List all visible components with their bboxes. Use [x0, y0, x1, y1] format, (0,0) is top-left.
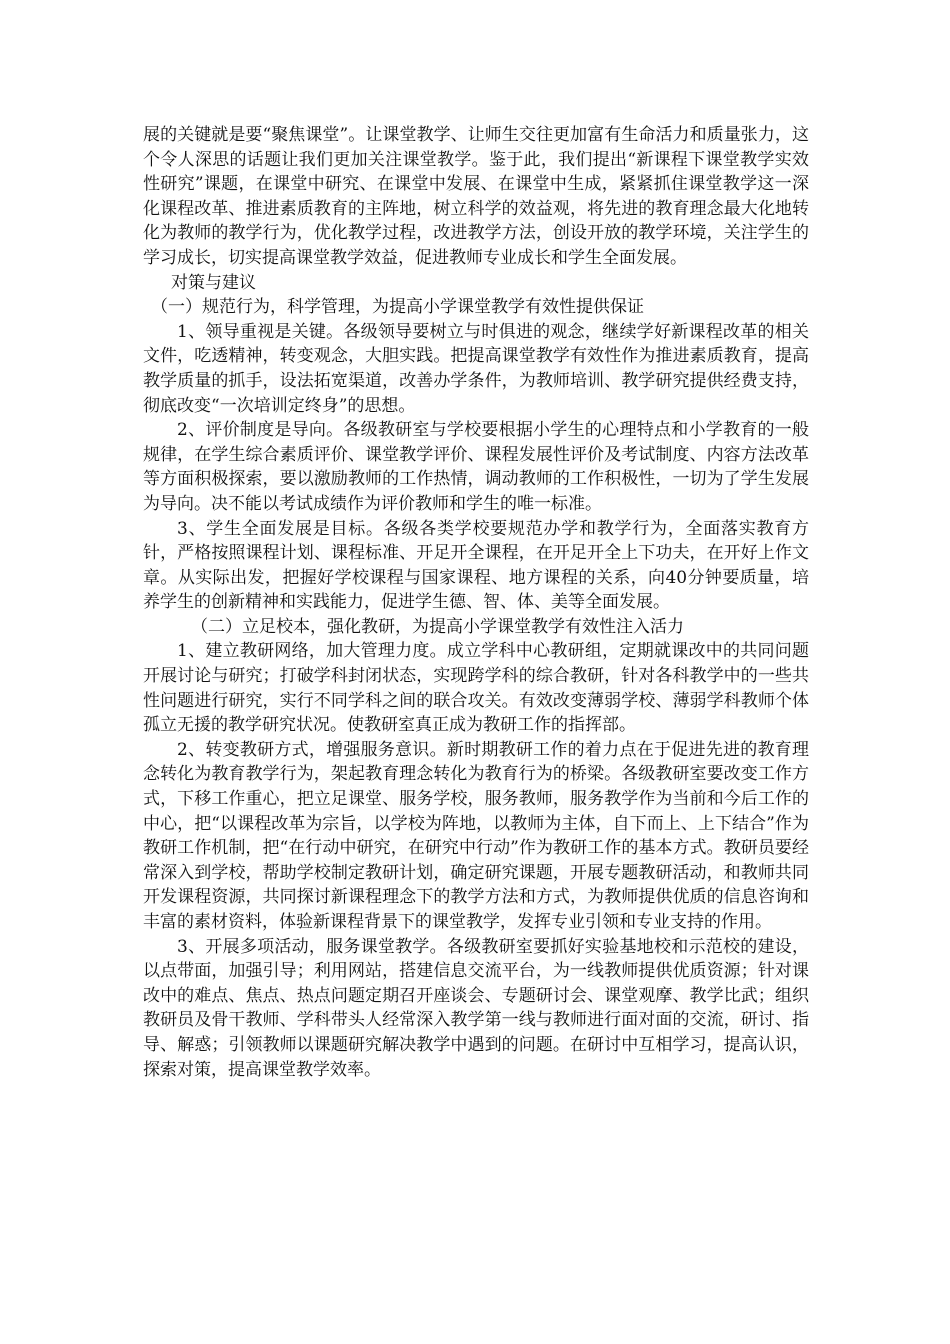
- paragraph-research-method: 2、转变教研方式，增强服务意识。新时期教研工作的着力点在于促进先进的教育理念转化为教育教学行为，架起教育理念转化为教育行为的桥梁。各级教研室要改变工作方式，下移工作重心，把立足课堂、服务学校，服务教师，服务教学作为当前和今后工作的中心，把“以课程改革为宗旨，以学校为阵地，以教师为主体，自下而上、上下结合”作为教研工作机制，把“在行动中研究，在研究中行动”作为教研工作的基本方式。教研员要经常深入到学校，帮助学校制定教研计划，确定研究课题，开展专题教研活动，和教师共同开发课程资源，共同探讨新课程理念下的教学方法和方式，为教师提供优质的信息咨询和丰富的素材资料，体验新课程背景下的课堂教学，发挥专业引领和专业支持的作用。: [143, 739, 809, 932]
- subsection-heading-1: （一）规范行为，科学管理，为提高小学课堂教学有效性提供保证: [151, 297, 644, 318]
- document-page: [143, 123, 809, 1082]
- paragraph-leadership: 1、领导重视是关键。各级领导要树立与时俱进的观念，继续学好新课程改革的相关文件，吃透精神，转变观念，大胆实践。把提高课堂教学有效性作为推进素质教育，提高教学质量的抓手，设法拓宽渠道，改善办学条件，为教师培训、教学研究提供经费支持，彻底改变“一次培训定终身”的思想。: [143, 321, 809, 416]
- section-heading-countermeasures: 对策与建议: [171, 272, 256, 293]
- paragraph-student-development: 3、学生全面发展是目标。各级各类学校要规范办学和教学行为，全面落实教育方针，严格按照课程计划、课程标准、开足开全课程，在开足开全上下功夫，在开好上作文章。从实际出发，把握好学校课程与国家课程、地方课程的关系，向40分钟要质量，培养学生的创新精神和实践能力，促进学生德、智、体、美等全面发展。: [143, 518, 809, 613]
- paragraph-research-network: 1、建立教研网络，加大管理力度。成立学科中心教研组，定期就课改中的共同问题开展讨论与研究；打破学科封闭状态，实现跨学科的综合教研，针对各科教学中的一些共性问题进行研究，实行不同学科之间的联合攻关。有效改变薄弱学校、薄弱学科教师个体孤立无援的教学研究状况。使教研室真正成为教研工作的指挥部。: [143, 641, 809, 736]
- subsection-heading-2: （二）立足校本，强化教研，为提高小学课堂教学有效性注入活力: [191, 616, 684, 637]
- paragraph-activities: 3、开展多项活动，服务课堂教学。各级教研室要抓好实验基地校和示范校的建设，以点带面，加强引导；利用网站，搭建信息交流平台，为一线教师提供优质资源；针对课改中的难点、焦点、热点问题定期召开座谈会、专题研讨会、课堂观摩、教学比武；组织教研员及骨干教师、学科带头人经常深入教学第一线与教师进行面对面的交流，研讨、指导、解惑；引领教师以课题研究解决教学中遇到的问题。在研讨中互相学习，提高认识，探索对策，提高课堂教学效率。: [143, 936, 809, 1080]
- paragraph-intro-continuation: 展的关键就是要“聚焦课堂”。让课堂教学、让师生交往更加富有生命活力和质量张力，这个令人深思的话题让我们更加关注课堂教学。鉴于此，我们提出“新课程下课堂教学实效性研究”课题，在课堂中研究、在课堂中发展、在课堂中生成，紧紧抓住课堂教学这一深化课程改革、推进素质教育的主阵地，树立科学的效益观，将先进的教育理念最大化地转化为教师的教学行为，优化教学过程，改进教学方法，创设开放的教学环境，关注学生的学习成长，切实提高课堂教学效益，促进教师专业成长和学生全面发展。: [143, 125, 809, 268]
- paragraph-evaluation: 2、评价制度是导向。各级教研室与学校要根据小学生的心理特点和小学教育的一般规律，在学生综合素质评价、课堂教学评价、课程发展性评价及考试制度、内容方法改革等方面积极探索，要以激励教师的工作热情，调动教师的工作积极性，一切为了学生发展为导向。决不能以考试成绩作为评价教师和学生的唯一标准。: [143, 420, 809, 514]
